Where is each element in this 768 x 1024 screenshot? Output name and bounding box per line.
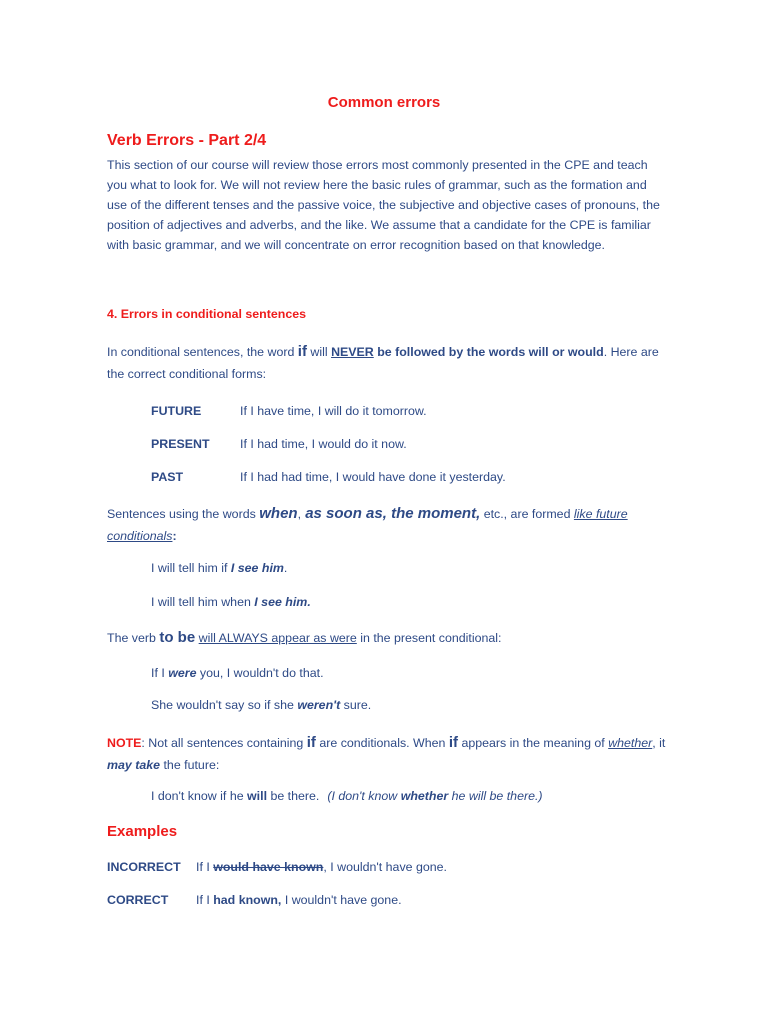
form-example: If I had had time, I would have done it yesterday. bbox=[240, 470, 506, 484]
rule2-colon: : bbox=[172, 529, 177, 543]
note-label: NOTE bbox=[107, 736, 142, 750]
note-example-b: be there. bbox=[267, 789, 320, 803]
were-example-a: She wouldn't say so if she bbox=[151, 698, 298, 712]
rule1-text-a: In conditional sentences, the word bbox=[107, 345, 298, 359]
note-example bbox=[151, 789, 543, 803]
when-example-end: . bbox=[283, 561, 288, 575]
rule3-text-c: in the present conditional: bbox=[356, 631, 502, 645]
form-label: PRESENT bbox=[151, 437, 210, 451]
rule1-never: NEVER bbox=[331, 345, 374, 359]
intro-paragraph: This section of our course will review those errors most commonly presented in the CPE and teach you what to look for. We will not review here the basic rules of grammar, such as the formation and use of the different tenses and the passive voice, the subjective and objective cases of pronouns, the position of adjectives and adverbs, and the like. We assume that a candidate for the CPE is familiar with basic grammar, and we will concentrate on error recognition based on that knowledge. bbox=[107, 158, 660, 252]
note-text-a: : Not all sentences containing bbox=[141, 736, 307, 750]
rule2-text-b: etc., are formed bbox=[480, 507, 574, 521]
rule1-if: if bbox=[297, 343, 307, 360]
note-whether: whether bbox=[608, 736, 653, 750]
rule3-underlined: will ALWAYS appear as were bbox=[198, 631, 357, 645]
example-strike: would have known bbox=[213, 860, 324, 874]
were-example-a: If I bbox=[151, 666, 169, 680]
example-sentence bbox=[196, 860, 447, 874]
form-example: If I had time, I would do it now. bbox=[240, 437, 407, 451]
note-example-will: will bbox=[247, 789, 268, 803]
example-label: CORRECT bbox=[107, 893, 169, 907]
rule2-text-a: Sentences using the words bbox=[107, 507, 260, 521]
rule-tobe-paragraph bbox=[107, 627, 667, 649]
example-bold: had known, bbox=[213, 893, 282, 907]
example-text-b: , I wouldn't have gone. bbox=[323, 860, 447, 874]
when-example bbox=[151, 595, 311, 609]
rule2-when: when bbox=[259, 505, 298, 522]
rule1-text-c: be followed by the words will or would bbox=[373, 345, 604, 359]
subheading: 4. Errors in conditional sentences bbox=[107, 307, 306, 321]
form-example: If I have time, I will do it tomorrow. bbox=[240, 404, 427, 418]
were-example bbox=[151, 698, 371, 712]
example-text-a: If I bbox=[196, 860, 214, 874]
note-text-b: are conditionals. When bbox=[315, 736, 449, 750]
note-text-d: , it bbox=[652, 736, 666, 750]
note-if: if bbox=[306, 734, 316, 751]
page-title: Common errors bbox=[327, 94, 441, 111]
when-example-plain: I will tell him if bbox=[151, 561, 231, 575]
form-label: FUTURE bbox=[151, 404, 202, 418]
when-example bbox=[151, 561, 287, 575]
example-label: INCORRECT bbox=[107, 860, 181, 874]
note-text-c: appears in the meaning of bbox=[458, 736, 609, 750]
were-example-emph: weren't bbox=[297, 698, 341, 712]
rule1-text-d: . Here are the correct conditional forms: bbox=[107, 345, 659, 381]
when-example-emph: I see him bbox=[230, 561, 284, 575]
were-example-b: sure. bbox=[340, 698, 372, 712]
example-sentence bbox=[196, 893, 402, 907]
example-text-b: I wouldn't have gone. bbox=[281, 893, 402, 907]
were-example-b: you, I wouldn't do that. bbox=[196, 666, 324, 680]
rule1-text-b: will bbox=[306, 345, 332, 359]
rule3-tobe: to be bbox=[159, 629, 196, 646]
when-example-emph: I see him. bbox=[254, 595, 311, 609]
note-example-a: I don't know if he bbox=[151, 789, 248, 803]
section-heading: Verb Errors - Part 2/4 bbox=[107, 132, 267, 149]
example-text-a: If I bbox=[196, 893, 214, 907]
rule-conditional-paragraph bbox=[107, 341, 667, 385]
note-paragraph bbox=[107, 732, 667, 776]
rule2-others: as soon as, the moment, bbox=[301, 505, 481, 522]
rule3-text-a: The verb bbox=[107, 631, 160, 645]
were-example-emph: were bbox=[168, 666, 197, 680]
rule-when-paragraph bbox=[107, 503, 667, 547]
rule2-comma: , bbox=[297, 507, 302, 521]
note-if: if bbox=[448, 734, 459, 751]
note-maytake: may take bbox=[107, 758, 161, 772]
note-example-paren-a: (I don't know bbox=[327, 789, 401, 803]
examples-heading: Examples bbox=[107, 823, 178, 840]
rule2-link: like future conditionals bbox=[107, 507, 628, 543]
when-example-plain: I will tell him when bbox=[151, 595, 255, 609]
note-example-paren-b: he will be there.) bbox=[448, 789, 543, 803]
note-text-e: the future: bbox=[160, 758, 220, 772]
were-example bbox=[151, 666, 324, 680]
form-label: PAST bbox=[151, 470, 184, 484]
note-example-whether: whether bbox=[400, 789, 449, 803]
